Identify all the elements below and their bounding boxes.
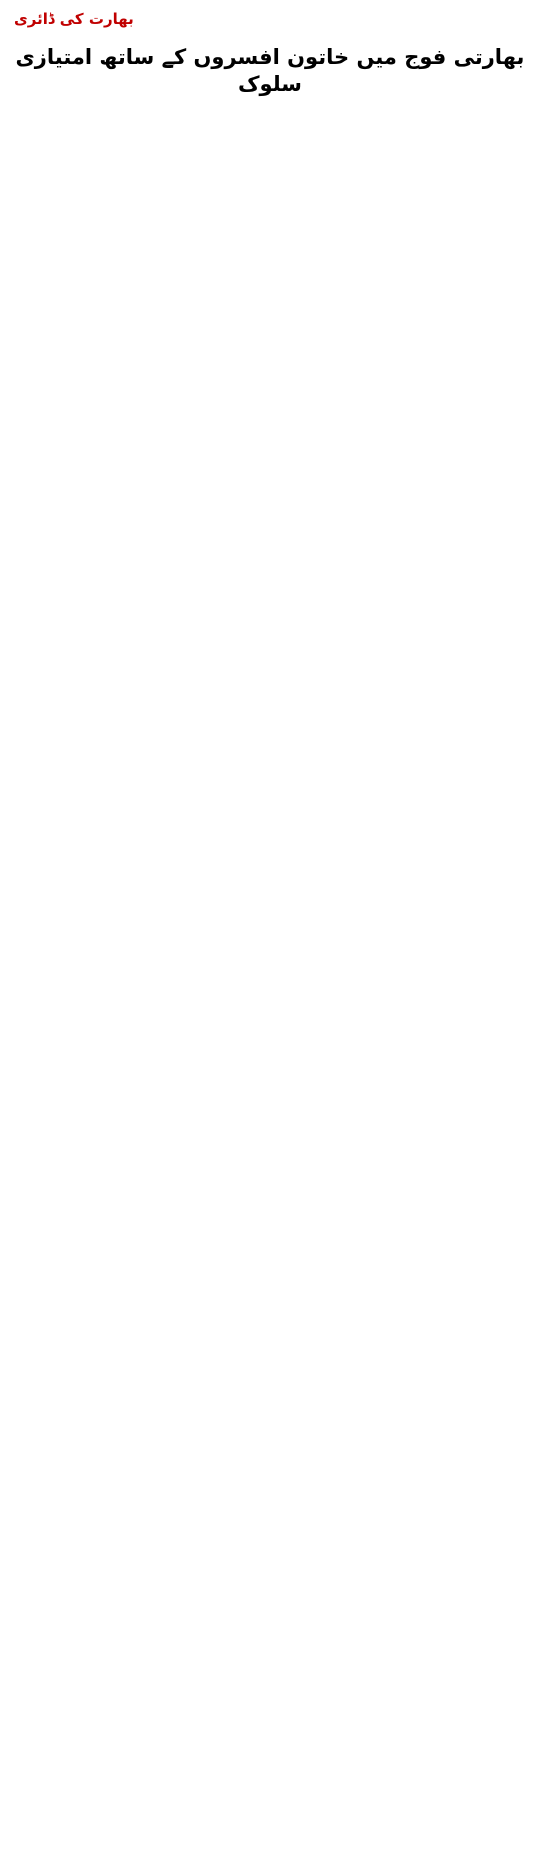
kicker-text: بھارت کی ڈائری <box>14 10 134 28</box>
article-headline: بھارتی فوج میں خاتون افسروں کے ساتھ امتیازی سلوک <box>15 45 525 97</box>
section-kicker <box>14 10 526 28</box>
